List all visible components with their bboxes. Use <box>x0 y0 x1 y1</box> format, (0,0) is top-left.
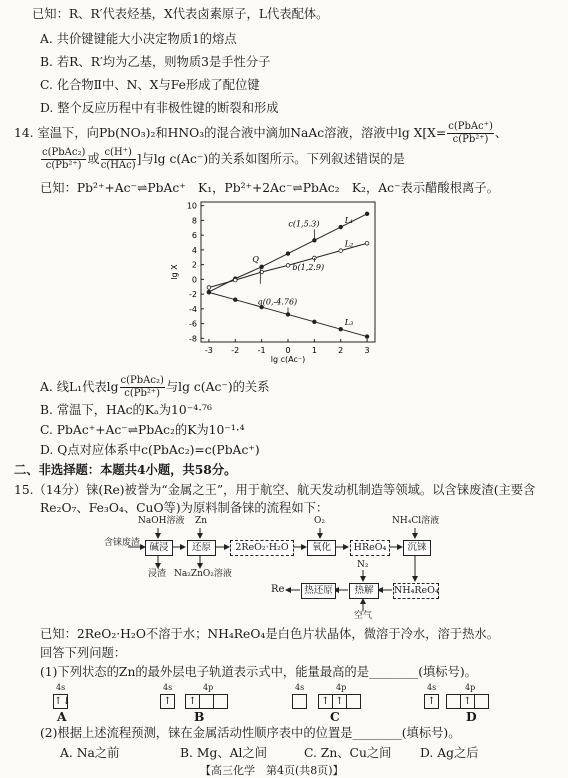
fraction-pbac-over-pb: $\frac{\text{c(PbAc⁺)}}{\text{c(Pb²⁺)}}$ <box>448 121 493 145</box>
q14-stem-line2 <box>40 148 405 171</box>
flow-hreo4: HReO₄ <box>350 540 390 556</box>
flow-step-decompose: 热解 <box>349 583 379 599</box>
y-tick-label: 0 <box>191 275 197 285</box>
flow-step-oxidize: 氧化 <box>307 540 336 556</box>
orbital-d-label: D <box>466 709 477 724</box>
q14-option-a-fraction: $\frac{\text{c(PbAc₂)}}{\text{c(Pb²⁺)}}$ <box>120 375 164 399</box>
q15-stem-line2: Re₂O₇、Fe₃O₄、CuO等)为原料制备铼的流程如下： <box>40 501 329 515</box>
series-1-point <box>286 252 290 256</box>
q14-option-a-pre: A. 线L₁代表lg <box>40 380 119 395</box>
option-a: A. 共价键键能大小决定物质1的熔点 <box>40 32 237 46</box>
q15-sub2-option-c: C. Zn、Cu之间 <box>304 746 392 760</box>
x-tick-label: -2 <box>231 346 240 355</box>
q14-option-a <box>40 376 270 399</box>
flow-air: 空气 <box>354 611 373 621</box>
q15-sub2-option-b: B. Mg、Al之间 <box>180 746 268 760</box>
q14-or: 或 <box>87 152 100 167</box>
orbital-a-label: A <box>57 709 67 724</box>
series-3-point <box>313 320 317 324</box>
fraction-h-over-hac: $\frac{c(H^+)}{\text{c(HAc)}}$ <box>100 147 136 171</box>
flow-n2: N₂ <box>357 560 369 570</box>
orbital-d-4p-label: 4p <box>465 683 476 692</box>
q14-stem-a: 14. 室温下，向Pb(NO₃)₂和HNO₃的混合液中滴加NaAc溶液，溶液中lg X[X= <box>14 126 447 141</box>
series-3-point <box>339 327 343 331</box>
y-tick-label: 10 <box>186 201 197 211</box>
flow-raw-material: 含铼废渣 <box>104 538 141 548</box>
flow-nh4cl: NH₄Cl溶液 <box>392 516 440 526</box>
flow-step-thermal-reduce: 热还原 <box>301 583 336 599</box>
annotation-label: a(0,-4.76) <box>258 297 298 307</box>
q15-given: 已知：2ReO₂·H₂O不溶于水；NH₄ReO₄是白色片状晶体，微溶于冷水，溶于热水。 <box>40 627 499 641</box>
lgx-chart <box>165 196 385 368</box>
series-2-point <box>286 264 290 268</box>
orbital-c-4p-label: 4p <box>336 683 347 692</box>
orbital-b-4p: ↑ <box>185 694 227 709</box>
flow-step-precipitate: 沉铼 <box>403 540 431 556</box>
orbital-b-4s-label: 4s <box>163 683 173 692</box>
option-b: B. 若R、R′均为乙基，则物质3是手性分子 <box>40 55 271 69</box>
series-1-point <box>365 212 369 216</box>
y-tick-label: -6 <box>189 319 197 329</box>
orbital-b-label: B <box>194 709 205 724</box>
q14-stem-tail: ]与lg c(Ac⁻)的关系如图所示。下列叙述错误的是 <box>136 152 405 167</box>
annotation-label: c(1,5.3) <box>288 219 320 229</box>
y-tick-label: 6 <box>191 231 197 241</box>
orbital-d-4s: ↑ <box>424 694 438 709</box>
series-label-3: L₃ <box>344 318 354 328</box>
x-axis-label: lg c(Ac⁻) <box>270 355 306 364</box>
flow-re: Re <box>271 584 285 595</box>
series-label-2: L₂ <box>344 239 354 249</box>
q15-answer-prompt: 回答下列问题： <box>40 646 127 660</box>
flow-naoh: NaOH溶液 <box>138 516 185 526</box>
option-d: D. 整个反应历程中有非极性键的断裂和形成 <box>40 101 279 115</box>
x-tick-label: 3 <box>364 346 370 355</box>
x-tick-label: -3 <box>204 346 213 355</box>
q15-stem-line1: 15.（14分）铼(Re)被誉为“金属之王”，用于航空、航天发动机制造等领域。以含铼废渣(主要含 <box>14 483 536 497</box>
orbital-d-4p: ↑ <box>446 694 488 709</box>
q15-sub2: (2)根据上述流程预测，铼在金属活动性顺序表中的位置是________(填标号)。 <box>40 726 461 740</box>
q14-option-c: C. PbAc⁺+Ac⁻⇌PbAc₂的K为10⁻¹·⁴ <box>40 423 245 437</box>
y-tick-label: 4 <box>191 245 197 255</box>
y-axis-label: lg X <box>170 264 179 280</box>
q14-stem-line1 <box>14 122 507 145</box>
x-tick-label: 1 <box>311 346 317 355</box>
annotation-label: b(1,2.9) <box>292 263 325 272</box>
fraction-pbac2-over-pb: $\frac{\text{c(PbAc₂)}}{\text{c(Pb²⁺)}}$ <box>42 147 86 171</box>
section-heading: 二、非选择题：本题共4小题，共58分。 <box>14 462 237 477</box>
flow-nh4reo4: NH₄ReO₄ <box>393 583 439 599</box>
flow-zn-solution: Na₂ZnO₂溶液 <box>174 569 232 579</box>
series-2-point <box>339 249 343 253</box>
x-tick-label: 0 <box>285 346 291 355</box>
series-3-point <box>207 291 211 295</box>
q15-sub2-option-d: D. Ag之后 <box>420 746 479 760</box>
q14-option-d: D. Q点对应体系中c(PbAc₂)=c(PbAc⁺) <box>40 443 260 457</box>
orbital-c-4s <box>292 694 306 709</box>
q14-given: 已知：Pb²⁺+Ac⁻⇌PbAc⁺ K₁，Pb²⁺+2Ac⁻⇌PbAc₂ K₂，Ac⁻表示醋酸根离子。 <box>40 181 499 195</box>
flow-residue: 浸渣 <box>148 569 167 579</box>
orbital-b-4p-label: 4p <box>203 683 214 692</box>
y-tick-label: 8 <box>191 216 197 226</box>
orbital-a: ↑↓ <box>54 696 71 707</box>
option-c: C. 化合物Ⅱ中、N、X与Fe形成了配位键 <box>40 78 260 92</box>
flow-step-leach: 碱浸 <box>145 540 173 556</box>
y-tick-label: -4 <box>189 304 197 314</box>
y-tick-label: -8 <box>189 334 197 344</box>
q14-stem-b: 、 <box>494 126 508 141</box>
annotation-label: Q <box>252 254 259 264</box>
flow-step-reduce: 还原 <box>187 540 216 556</box>
series-3-point <box>233 298 237 302</box>
page-footer: 【高三化学 第4页(共8页)】 <box>200 764 344 777</box>
series-3-point <box>365 335 369 339</box>
orbital-b-4s: ↑ <box>160 694 174 709</box>
x-tick-label: -1 <box>257 346 266 355</box>
x-tick-label: 2 <box>338 346 344 355</box>
q14-option-a-post: 与lg c(Ac⁻)的关系 <box>165 380 270 395</box>
series-2-point <box>207 286 211 290</box>
series-1-point <box>339 225 343 229</box>
orbital-c-label: C <box>330 709 340 724</box>
flow-zn: Zn <box>195 516 208 526</box>
given-text: 已知：R、R′代表烃基，X代表卤素原子，L代表配体。 <box>32 7 329 21</box>
orbital-d-4s-label: 4s <box>427 683 437 692</box>
series-label-1: L₁ <box>344 216 354 226</box>
y-tick-label: -2 <box>189 290 197 300</box>
series-2-point <box>365 241 369 245</box>
series-2-point <box>233 278 237 282</box>
orbital-c-4s-label: 4s <box>295 683 305 692</box>
flow-reo2: 2ReO₂·H₂O <box>230 540 294 556</box>
orbital-a-4s-label: 4s <box>56 683 66 692</box>
orbital-c-4p: ↑ ↑ <box>318 694 360 709</box>
q15-sub1: (1)下列状态的Zn的最外层电子轨道表示式中，能量最高的是________(填标号)。 <box>40 665 477 679</box>
flow-o2: O₂ <box>314 516 325 526</box>
y-tick-label: 2 <box>191 260 197 270</box>
q15-sub2-option-a: A. Na之前 <box>60 746 120 760</box>
q14-option-b: B. 常温下，HAc的Kₐ为10⁻⁴·⁷⁶ <box>40 403 212 417</box>
